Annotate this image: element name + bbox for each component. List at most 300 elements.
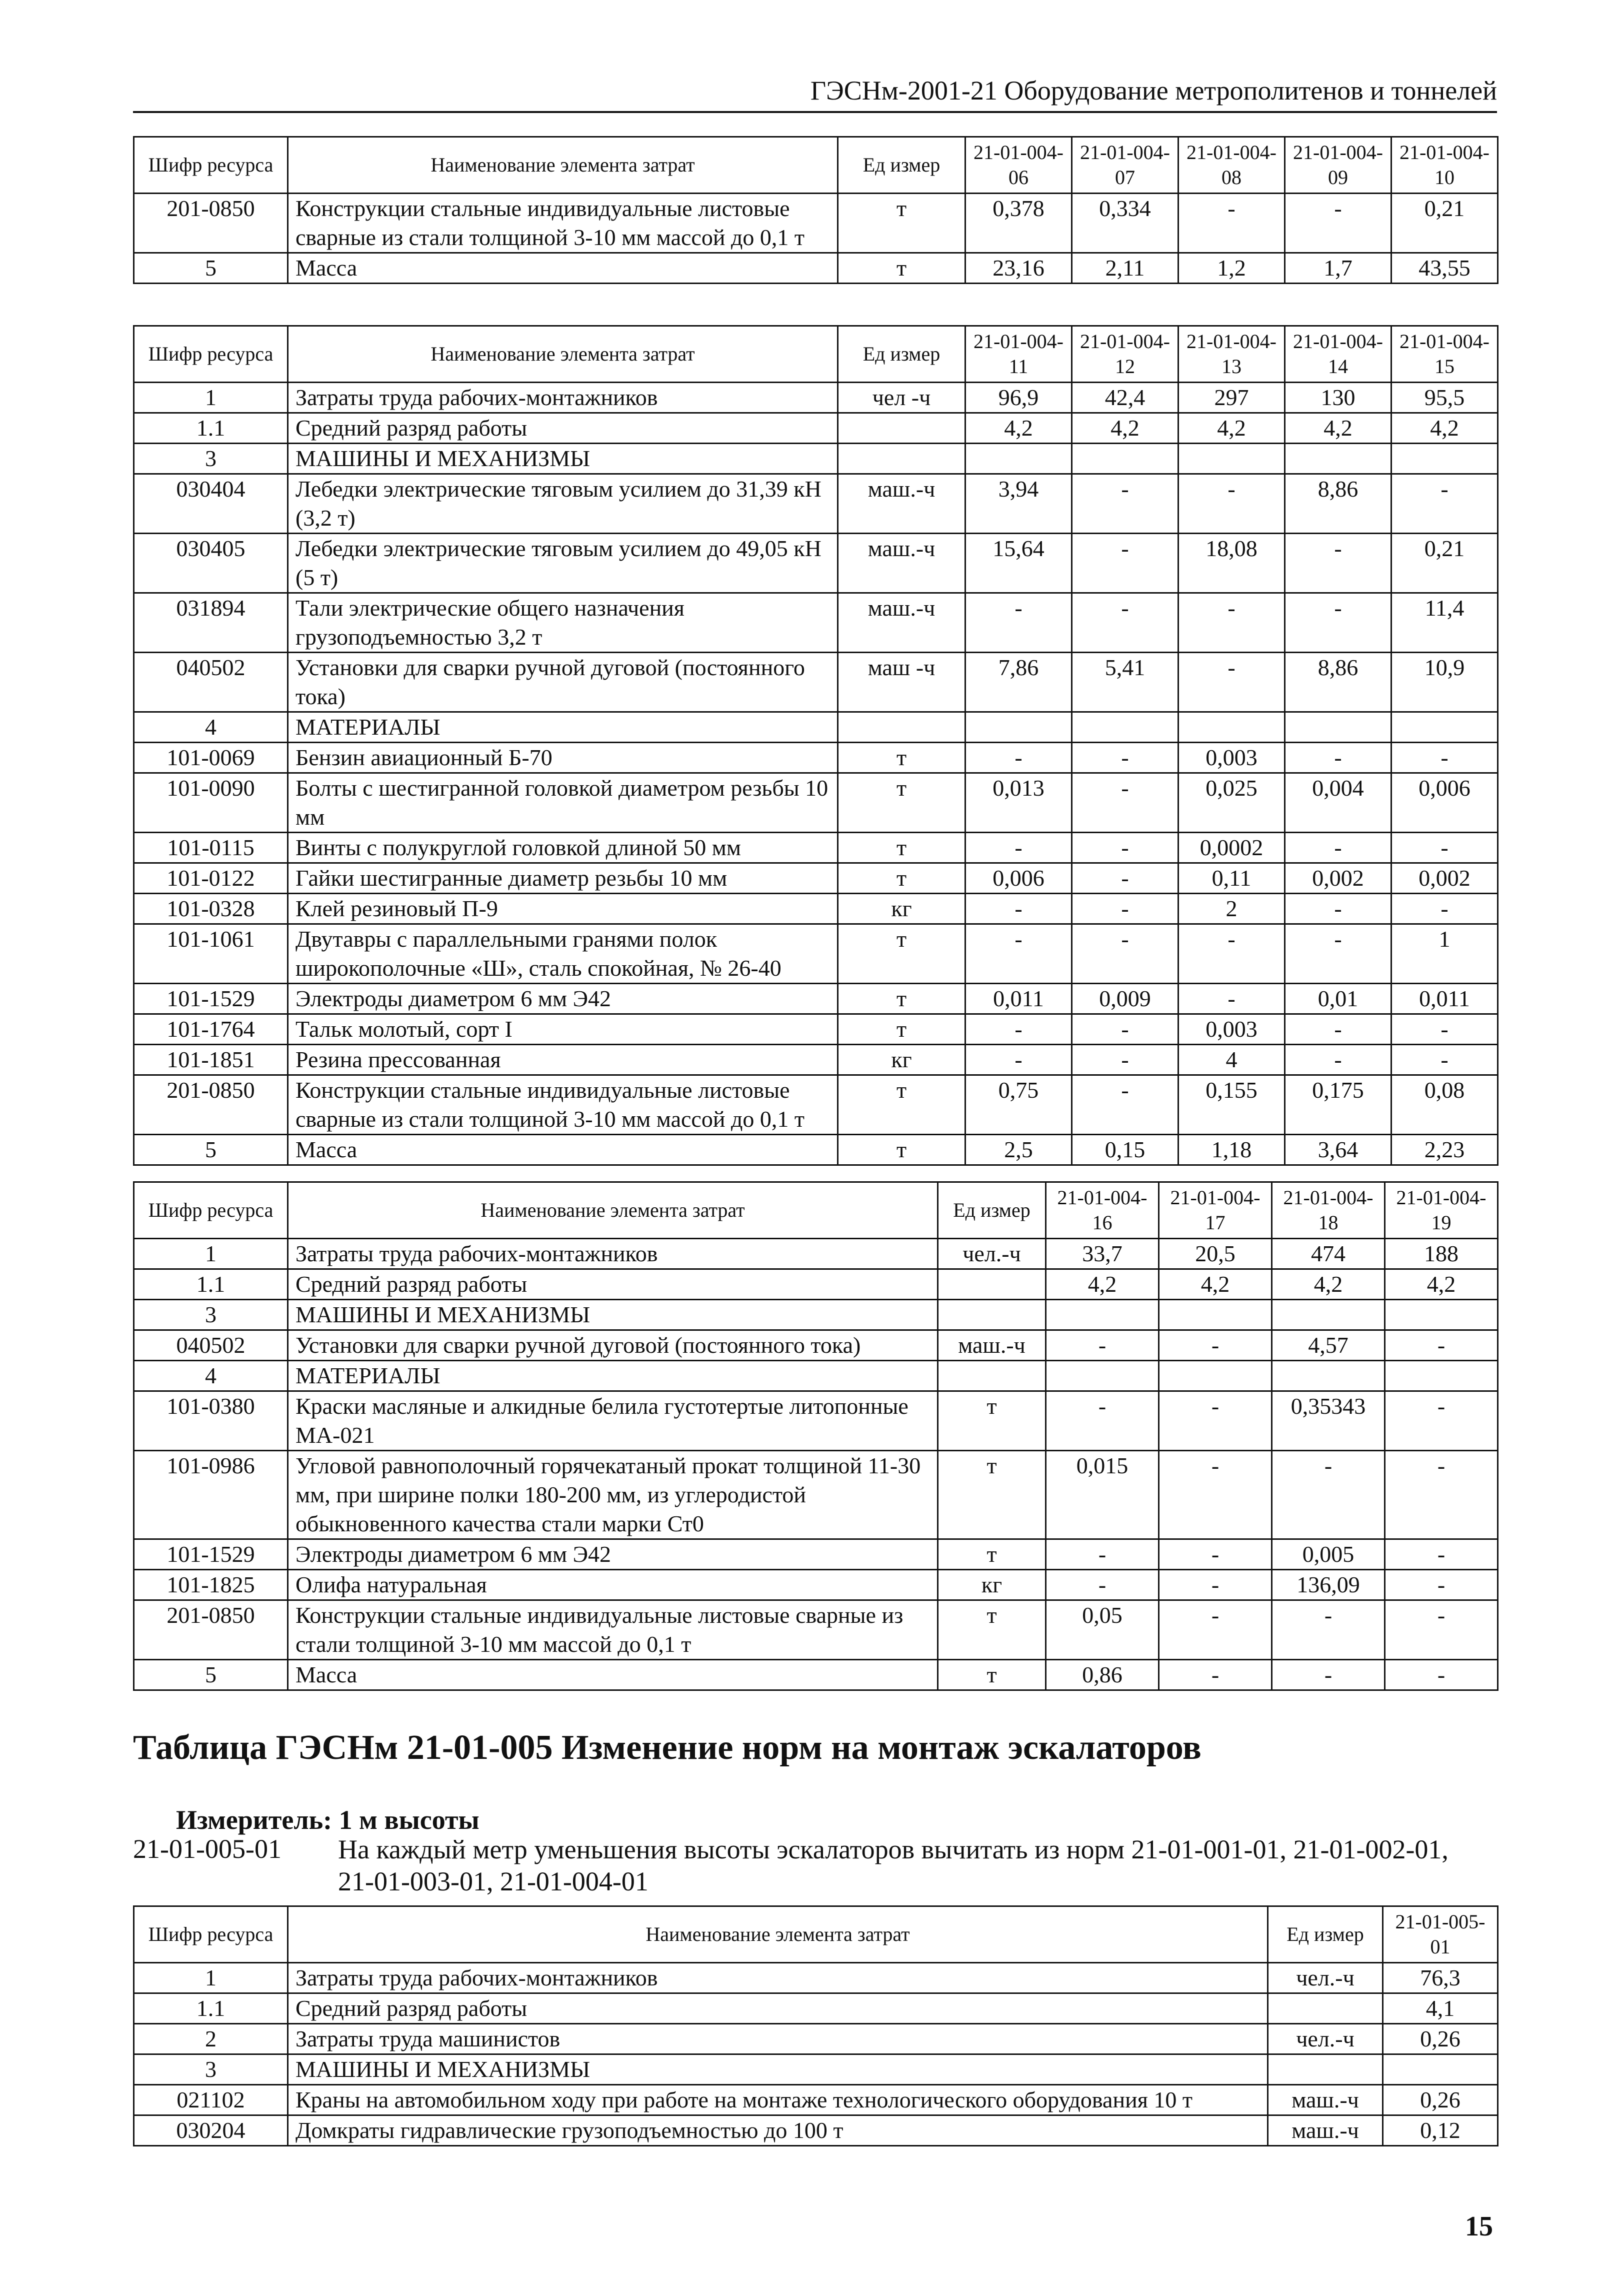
cell-unit: кг <box>938 1570 1046 1600</box>
header-norm-code: 21-01-004-10 <box>1392 137 1498 194</box>
cell-unit: чел -ч <box>838 383 966 413</box>
cell-value: - <box>1072 924 1178 984</box>
cell-value: - <box>1385 1451 1498 1539</box>
cell-code: 1 <box>134 1239 288 1269</box>
cell-name: Масса <box>288 1660 938 1690</box>
cell-unit: маш.-ч <box>838 474 966 534</box>
cell-code: 101-0069 <box>134 743 288 773</box>
cell-code: 101-0328 <box>134 894 288 924</box>
cell-value: 0,009 <box>1072 984 1178 1014</box>
cell-value: 4,2 <box>1046 1269 1159 1300</box>
cell-value: 0,155 <box>1178 1075 1285 1135</box>
cell-name: Средний разряд работы <box>288 1269 938 1300</box>
cell-name: Электроды диаметром 6 мм Э42 <box>288 984 838 1014</box>
table-row <box>134 2115 1498 2146</box>
table-row <box>134 1963 1498 1993</box>
cell-value: 0,26 <box>1383 2024 1498 2054</box>
cell-value: - <box>966 833 1072 863</box>
resource-table-004-06-10 <box>133 136 1498 284</box>
table-row <box>134 1300 1498 1330</box>
header-norm-code: 21-01-004-09 <box>1285 137 1392 194</box>
header-norm-code: 21-01-005-01 <box>1383 1906 1498 1963</box>
cell-value: 4,57 <box>1272 1330 1385 1361</box>
header-code: Шифр ресурса <box>134 1182 288 1239</box>
cell-code: 101-0986 <box>134 1451 288 1539</box>
cell-value: - <box>1072 1075 1178 1135</box>
cell-code: 1.1 <box>134 413 288 444</box>
table-row <box>134 1361 1498 1391</box>
cell-code: 1.1 <box>134 1993 288 2024</box>
cell-value: 0,175 <box>1285 1075 1392 1135</box>
cell-value: 474 <box>1272 1239 1385 1269</box>
cell-value: - <box>1178 593 1285 653</box>
cell-unit: т <box>938 1539 1046 1570</box>
cell-value: - <box>1178 474 1285 534</box>
table-row <box>134 413 1498 444</box>
cell-value: - <box>1159 1451 1272 1539</box>
cell-unit: т <box>938 1600 1046 1660</box>
cell-value: - <box>1072 1014 1178 1045</box>
cell-value <box>1159 1361 1272 1391</box>
running-header: ГЭСНм-2001-21 Оборудование метрополитенов и тоннелей <box>133 75 1497 113</box>
cell-value: - <box>966 1045 1072 1075</box>
cell-value: - <box>1392 474 1498 534</box>
cell-code: 101-1825 <box>134 1570 288 1600</box>
table-row <box>134 2024 1498 2054</box>
cell-name: МАШИНЫ И МЕХАНИЗМЫ <box>288 1300 938 1330</box>
cell-value: 0,006 <box>966 863 1072 894</box>
cell-value: - <box>1072 474 1178 534</box>
cell-unit: т <box>838 743 966 773</box>
header-norm-code: 21-01-004-06 <box>966 137 1072 194</box>
header-norm-code: 21-01-004-16 <box>1046 1182 1159 1239</box>
cell-value: 0,005 <box>1272 1539 1385 1570</box>
cell-value: - <box>966 593 1072 653</box>
cell-code: 101-1529 <box>134 984 288 1014</box>
header-name: Наименование элемента затрат <box>288 1182 938 1239</box>
cell-value: 0,21 <box>1392 194 1498 253</box>
cell-value: 0,003 <box>1178 1014 1285 1045</box>
header-unit: Ед измер <box>838 137 966 194</box>
cell-value: - <box>966 1014 1072 1045</box>
cell-value: - <box>1046 1330 1159 1361</box>
cell-unit: чел.-ч <box>1268 1963 1383 1993</box>
cell-code: 030405 <box>134 534 288 593</box>
cell-value: - <box>1285 1014 1392 1045</box>
table-row <box>134 653 1498 712</box>
table-row <box>134 593 1498 653</box>
cell-name: Средний разряд работы <box>288 1993 1268 2024</box>
cell-name: Конструкции стальные индивидуальные листовые сварные из стали толщиной 3-10 мм массой до 0,1 т <box>288 194 838 253</box>
cell-name: Установки для сварки ручной дуговой (постоянного тока) <box>288 1330 938 1361</box>
cell-code: 3 <box>134 2054 288 2085</box>
header-norm-code: 21-01-004-14 <box>1285 326 1392 383</box>
header-code: Шифр ресурса <box>134 1906 288 1963</box>
cell-code: 030404 <box>134 474 288 534</box>
cell-name: Средний разряд работы <box>288 413 838 444</box>
cell-value: 0,0002 <box>1178 833 1285 863</box>
cell-unit <box>938 1300 1046 1330</box>
cell-value <box>1392 712 1498 743</box>
cell-name: МАШИНЫ И МЕХАНИЗМЫ <box>288 2054 1268 2085</box>
page-number: 15 <box>1465 2211 1493 2242</box>
cell-value <box>966 444 1072 474</box>
cell-unit: т <box>838 773 966 833</box>
cell-name: Краски масляные и алкидные белила густотертые литопонные МА-021 <box>288 1391 938 1451</box>
cell-value: - <box>1072 534 1178 593</box>
cell-value: 23,16 <box>966 253 1072 284</box>
cell-value: - <box>1285 833 1392 863</box>
cell-value: 43,55 <box>1392 253 1498 284</box>
table-row <box>134 1451 1498 1539</box>
cell-code: 4 <box>134 712 288 743</box>
cell-value: 18,08 <box>1178 534 1285 593</box>
cell-name: Затраты труда машинистов <box>288 2024 1268 2054</box>
cell-code: 5 <box>134 1660 288 1690</box>
table-row <box>134 1660 1498 1690</box>
cell-unit: т <box>838 1135 966 1165</box>
cell-value: 0,11 <box>1178 863 1285 894</box>
cell-code: 040502 <box>134 653 288 712</box>
cell-value: - <box>966 743 1072 773</box>
cell-value: 4,2 <box>1285 413 1392 444</box>
table-row <box>134 773 1498 833</box>
cell-unit: т <box>938 1451 1046 1539</box>
cell-value: - <box>966 894 1072 924</box>
cell-value: 0,378 <box>966 194 1072 253</box>
cell-code: 021102 <box>134 2085 288 2115</box>
cell-value: 0,01 <box>1285 984 1392 1014</box>
cell-value: - <box>1178 653 1285 712</box>
cell-value: - <box>1285 924 1392 984</box>
cell-value: 95,5 <box>1392 383 1498 413</box>
cell-value: - <box>1385 1539 1498 1570</box>
cell-value <box>1178 444 1285 474</box>
cell-value <box>1385 1361 1498 1391</box>
cell-name: Олифа натуральная <box>288 1570 938 1600</box>
cell-value: 0,86 <box>1046 1660 1159 1690</box>
cell-code: 1.1 <box>134 1269 288 1300</box>
cell-value: 0,75 <box>966 1075 1072 1135</box>
resource-table-004-16-19 <box>133 1181 1498 1691</box>
cell-value: - <box>1046 1570 1159 1600</box>
table-row <box>134 2054 1498 2085</box>
cell-name: Лебедки электрические тяговым усилием до 31,39 кН (3,2 т) <box>288 474 838 534</box>
cell-unit: кг <box>838 1045 966 1075</box>
cell-value: 0,025 <box>1178 773 1285 833</box>
cell-name: МАШИНЫ И МЕХАНИЗМЫ <box>288 444 838 474</box>
table-row <box>134 863 1498 894</box>
table-row <box>134 383 1498 413</box>
cell-unit <box>838 712 966 743</box>
cell-value: 1,7 <box>1285 253 1392 284</box>
cell-unit: т <box>838 833 966 863</box>
cell-value: 0,15 <box>1072 1135 1178 1165</box>
cell-code: 2 <box>134 2024 288 2054</box>
cell-value: - <box>1178 924 1285 984</box>
cell-unit: т <box>938 1660 1046 1690</box>
cell-name: Винты с полукруглой головкой длиной 50 мм <box>288 833 838 863</box>
cell-value: 0,05 <box>1046 1600 1159 1660</box>
cell-value <box>1383 2054 1498 2085</box>
cell-unit: маш.-ч <box>838 534 966 593</box>
table-row <box>134 712 1498 743</box>
cell-value: 3,64 <box>1285 1135 1392 1165</box>
table-row <box>134 1269 1498 1300</box>
cell-value: 4,2 <box>1392 413 1498 444</box>
cell-name: Краны на автомобильном ходу при работе на монтаже технологического оборудования 10 т <box>288 2085 1268 2115</box>
header-norm-code: 21-01-004-11 <box>966 326 1072 383</box>
cell-value: 96,9 <box>966 383 1072 413</box>
cell-name: Резина прессованная <box>288 1045 838 1075</box>
cell-value: - <box>1385 1391 1498 1451</box>
cell-unit: маш.-ч <box>1268 2085 1383 2115</box>
table-row <box>134 1570 1498 1600</box>
cell-value <box>1159 1300 1272 1330</box>
cell-value: 3,94 <box>966 474 1072 534</box>
cell-value: - <box>1272 1451 1385 1539</box>
header-norm-code: 21-01-004-12 <box>1072 326 1178 383</box>
cell-unit: т <box>838 984 966 1014</box>
cell-value: - <box>1285 194 1392 253</box>
header-unit: Ед измер <box>838 326 966 383</box>
cell-name: Гайки шестигранные диаметр резьбы 10 мм <box>288 863 838 894</box>
table-header-row <box>134 326 1498 383</box>
cell-value: - <box>1178 194 1285 253</box>
cell-value: - <box>1072 773 1178 833</box>
resource-table-005-01 <box>133 1905 1498 2146</box>
cell-name: Конструкции стальные индивидуальные листовые сварные из стали толщиной 3-10 мм массой до 0,1 т <box>288 1600 938 1660</box>
cell-value: - <box>1385 1330 1498 1361</box>
header-norm-code: 21-01-004-18 <box>1272 1182 1385 1239</box>
cell-value: 136,09 <box>1272 1570 1385 1600</box>
cell-code: 5 <box>134 1135 288 1165</box>
cell-unit: кг <box>838 894 966 924</box>
cell-value <box>1272 1361 1385 1391</box>
cell-code: 031894 <box>134 593 288 653</box>
cell-value: 0,006 <box>1392 773 1498 833</box>
cell-name: Затраты труда рабочих-монтажников <box>288 1239 938 1269</box>
cell-value: 2 <box>1178 894 1285 924</box>
cell-unit: т <box>838 253 966 284</box>
cell-value <box>1046 1300 1159 1330</box>
cell-code: 101-1061 <box>134 924 288 984</box>
cell-name: Тальк молотый, сорт I <box>288 1014 838 1045</box>
cell-value: 10,9 <box>1392 653 1498 712</box>
header-norm-code: 21-01-004-13 <box>1178 326 1285 383</box>
cell-value: 297 <box>1178 383 1285 413</box>
cell-value: 7,86 <box>966 653 1072 712</box>
cell-value: - <box>1285 593 1392 653</box>
table-row <box>134 1330 1498 1361</box>
cell-value <box>1072 444 1178 474</box>
cell-value: 0,011 <box>1392 984 1498 1014</box>
cell-name: Лебедки электрические тяговым усилием до 49,05 кН (5 т) <box>288 534 838 593</box>
cell-value: 5,41 <box>1072 653 1178 712</box>
table-row <box>134 1539 1498 1570</box>
cell-value: 0,002 <box>1285 863 1392 894</box>
measure-unit: Измеритель: 1 м высоты <box>176 1805 480 1835</box>
cell-value: - <box>1285 743 1392 773</box>
cell-name: Клей резиновый П-9 <box>288 894 838 924</box>
header-name: Наименование элемента затрат <box>288 137 838 194</box>
header-code: Шифр ресурса <box>134 326 288 383</box>
cell-value: - <box>1159 1539 1272 1570</box>
cell-value: 0,35343 <box>1272 1391 1385 1451</box>
cell-name: Тали электрические общего назначения грузоподъемностью 3,2 т <box>288 593 838 653</box>
cell-value: 4,1 <box>1383 1993 1498 2024</box>
cell-value <box>966 712 1072 743</box>
cell-name: Затраты труда рабочих-монтажников <box>288 1963 1268 1993</box>
cell-value: 20,5 <box>1159 1239 1272 1269</box>
cell-value <box>1072 712 1178 743</box>
cell-code: 1 <box>134 1963 288 1993</box>
cell-unit <box>838 413 966 444</box>
cell-code: 101-0115 <box>134 833 288 863</box>
cell-unit <box>938 1361 1046 1391</box>
table-row <box>134 194 1498 253</box>
cell-value: - <box>1159 1660 1272 1690</box>
cell-value: 0,003 <box>1178 743 1285 773</box>
table-row <box>134 894 1498 924</box>
cell-value: - <box>1385 1600 1498 1660</box>
cell-name: Болты с шестигранной головкой диаметром резьбы 10 мм <box>288 773 838 833</box>
cell-value: 42,4 <box>1072 383 1178 413</box>
cell-value: 4,2 <box>1072 413 1178 444</box>
cell-value: - <box>1072 863 1178 894</box>
header-name: Наименование элемента затрат <box>288 1906 1268 1963</box>
cell-value: 2,5 <box>966 1135 1072 1165</box>
cell-value: - <box>1392 894 1498 924</box>
cell-value: - <box>1285 534 1392 593</box>
header-unit: Ед измер <box>938 1182 1046 1239</box>
table-row <box>134 1135 1498 1165</box>
cell-value <box>1285 444 1392 474</box>
cell-value <box>1385 1300 1498 1330</box>
table-header-row <box>134 1182 1498 1239</box>
cell-value: 1,2 <box>1178 253 1285 284</box>
cell-value: 2,11 <box>1072 253 1178 284</box>
cell-unit: т <box>838 924 966 984</box>
cell-value: - <box>1046 1391 1159 1451</box>
cell-unit <box>938 1269 1046 1300</box>
cell-value: 0,08 <box>1392 1075 1498 1135</box>
cell-unit: т <box>938 1391 1046 1451</box>
cell-value: - <box>1385 1660 1498 1690</box>
table-row <box>134 474 1498 534</box>
cell-value: 1,18 <box>1178 1135 1285 1165</box>
cell-unit: т <box>838 1075 966 1135</box>
header-name: Наименование элемента затрат <box>288 326 838 383</box>
cell-value: - <box>1159 1391 1272 1451</box>
cell-code: 101-1851 <box>134 1045 288 1075</box>
cell-value: 1 <box>1392 924 1498 984</box>
cell-value: - <box>1392 743 1498 773</box>
cell-value: 0,015 <box>1046 1451 1159 1539</box>
cell-value: 0,011 <box>966 984 1072 1014</box>
cell-name: Бензин авиационный Б-70 <box>288 743 838 773</box>
cell-unit: чел.-ч <box>938 1239 1046 1269</box>
cell-value: - <box>1285 1045 1392 1075</box>
table-row <box>134 1075 1498 1135</box>
cell-value <box>1272 1300 1385 1330</box>
header-code: Шифр ресурса <box>134 137 288 194</box>
cell-code: 201-0850 <box>134 194 288 253</box>
section-title: Таблица ГЭСНм 21-01-005 Изменение норм на монтаж эскалаторов <box>133 1728 1202 1767</box>
cell-code: 1 <box>134 383 288 413</box>
cell-value <box>1285 712 1392 743</box>
cell-value: 2,23 <box>1392 1135 1498 1165</box>
cell-value: - <box>1178 984 1285 1014</box>
header-unit: Ед измер <box>1268 1906 1383 1963</box>
table-row <box>134 924 1498 984</box>
cell-value: - <box>1272 1660 1385 1690</box>
cell-unit: маш.-ч <box>1268 2115 1383 2146</box>
table-row <box>134 1391 1498 1451</box>
table-header-row <box>134 137 1498 194</box>
table-row <box>134 1014 1498 1045</box>
cell-code: 101-0090 <box>134 773 288 833</box>
note-text: На каждый метр уменьшения высоты эскалаторов вычитать из норм 21-01-001-01, 21-01-002-01, 21-01-003-01, 21-01-004-01 <box>338 1834 1448 1896</box>
cell-code: 3 <box>134 1300 288 1330</box>
header-norm-code: 21-01-004-19 <box>1385 1182 1498 1239</box>
cell-code: 101-1529 <box>134 1539 288 1570</box>
cell-value: - <box>1072 743 1178 773</box>
cell-value: - <box>1072 593 1178 653</box>
cell-name: МАТЕРИАЛЫ <box>288 1361 938 1391</box>
cell-code: 3 <box>134 444 288 474</box>
table-row <box>134 253 1498 284</box>
table-row <box>134 1045 1498 1075</box>
cell-unit: маш -ч <box>838 653 966 712</box>
table-row <box>134 833 1498 863</box>
cell-value: 0,21 <box>1392 534 1498 593</box>
cell-value: - <box>1392 1045 1498 1075</box>
note-code: 21-01-005-01 <box>133 1834 282 1864</box>
cell-value: 130 <box>1285 383 1392 413</box>
table-row <box>134 1993 1498 2024</box>
cell-value: 76,3 <box>1383 1963 1498 1993</box>
cell-value: - <box>1392 1014 1498 1045</box>
cell-code: 101-1764 <box>134 1014 288 1045</box>
cell-name: Затраты труда рабочих-монтажников <box>288 383 838 413</box>
cell-unit <box>838 444 966 474</box>
cell-name: Двутавры с параллельными гранями полок широкополочные «Ш», сталь спокойная, № 26-40 <box>288 924 838 984</box>
cell-unit <box>1268 1993 1383 2024</box>
cell-unit: маш.-ч <box>938 1330 1046 1361</box>
cell-value: - <box>1285 894 1392 924</box>
cell-unit: т <box>838 863 966 894</box>
cell-value: 0,26 <box>1383 2085 1498 2115</box>
cell-value: - <box>1072 1045 1178 1075</box>
cell-unit <box>1268 2054 1383 2085</box>
cell-value: 4,2 <box>1272 1269 1385 1300</box>
cell-value: - <box>1159 1330 1272 1361</box>
cell-value: 4 <box>1178 1045 1285 1075</box>
table-row <box>134 984 1498 1014</box>
cell-name: Установки для сварки ручной дуговой (постоянного тока) <box>288 653 838 712</box>
cell-name: Электроды диаметром 6 мм Э42 <box>288 1539 938 1570</box>
cell-value: - <box>1159 1600 1272 1660</box>
cell-value: - <box>1272 1600 1385 1660</box>
cell-value: - <box>966 924 1072 984</box>
cell-value <box>1046 1361 1159 1391</box>
cell-unit: т <box>838 194 966 253</box>
cell-code: 201-0850 <box>134 1075 288 1135</box>
cell-name: Масса <box>288 253 838 284</box>
cell-name: МАТЕРИАЛЫ <box>288 712 838 743</box>
cell-value: 4,2 <box>966 413 1072 444</box>
